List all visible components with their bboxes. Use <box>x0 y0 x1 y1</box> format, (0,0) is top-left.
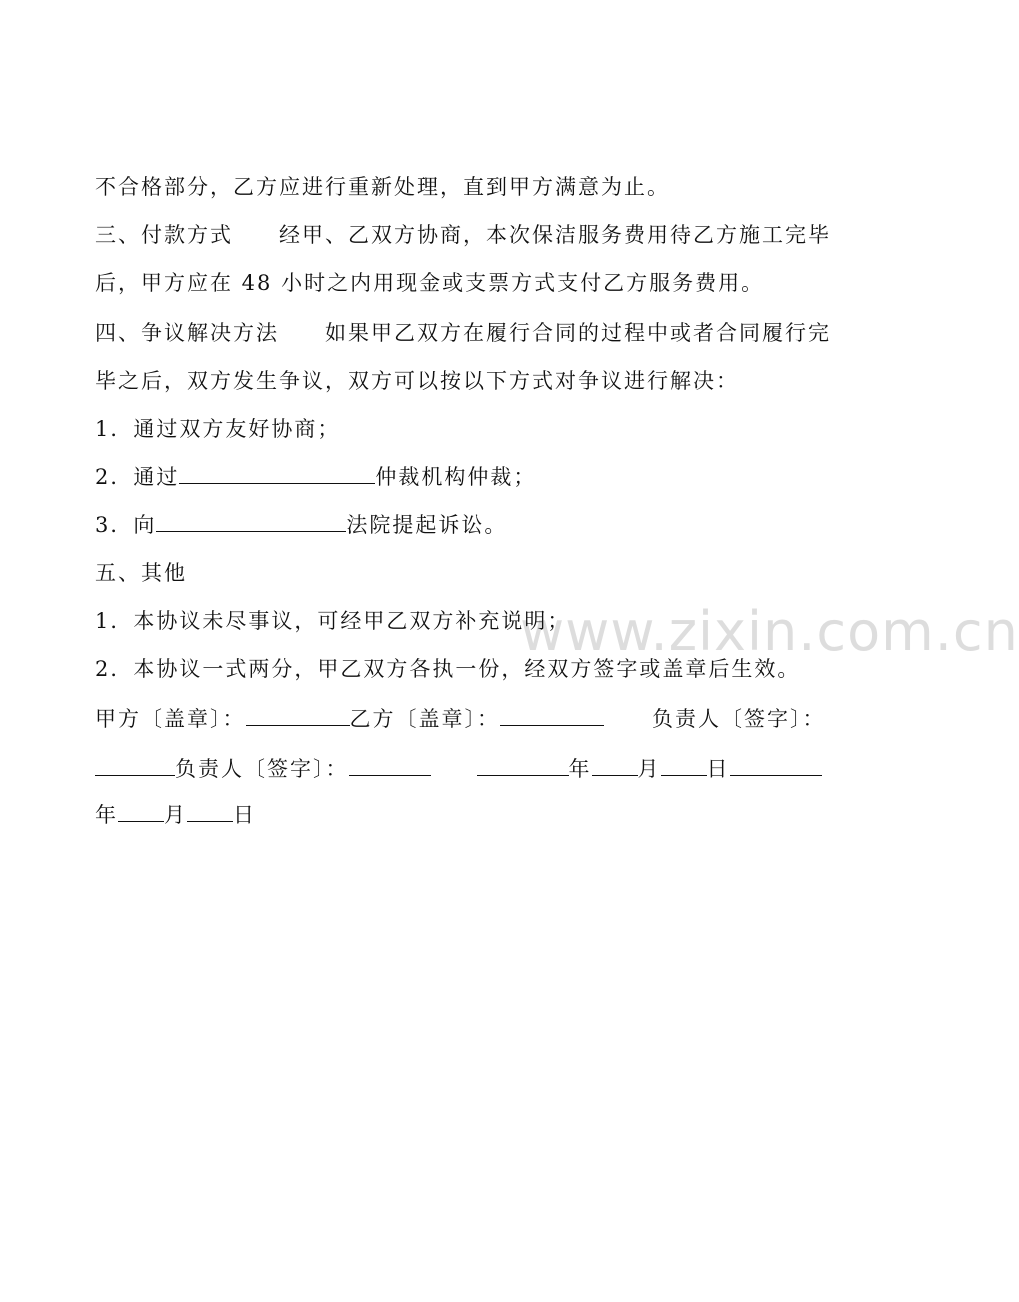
party-a-seal-label: 甲方〔盖章〕： <box>95 707 246 731</box>
party-b-seal-blank[interactable] <box>500 705 604 726</box>
day-blank[interactable] <box>187 801 233 822</box>
signature-row <box>95 704 826 734</box>
list-item <box>95 462 536 492</box>
responsible-b-blank[interactable] <box>349 755 431 776</box>
list-item <box>95 654 800 684</box>
watermark: www.zixin.com.cn <box>520 600 1019 663</box>
text: 2．本协议一式两分，甲乙双方各执一份，经双方签字或盖章后生效。 <box>95 657 801 681</box>
section-dispute <box>95 318 831 348</box>
text: 毕之后，双方发生争议，双方可以按以下方式对争议进行解决： <box>95 369 739 393</box>
responsible-a-blank[interactable] <box>95 755 175 776</box>
list-item <box>95 510 507 540</box>
text: 不合格部分，乙方应进行重新处理，直到甲方满意为止。 <box>95 175 670 199</box>
month-label: 月 <box>637 757 661 781</box>
text: 法院提起诉讼。 <box>346 513 508 537</box>
signature-row <box>95 754 822 784</box>
paragraph-line <box>95 366 739 396</box>
text: 经甲、乙双方协商，本次保洁服务费用待乙方施工完毕 <box>279 223 831 247</box>
list-item <box>95 606 570 636</box>
responsible-sign-label: 负责人〔签字〕： <box>175 757 349 781</box>
paragraph-line <box>95 268 764 298</box>
section-payment <box>95 220 831 250</box>
year-label: 年 <box>95 803 118 827</box>
section-heading: 四、争议解决方法 <box>95 321 279 345</box>
year-blank[interactable] <box>730 755 822 776</box>
day-label: 日 <box>706 757 730 781</box>
day-label: 日 <box>233 803 256 827</box>
year-label: 年 <box>568 757 592 781</box>
paragraph-line <box>95 172 670 202</box>
responsible-sign-label: 负责人〔签字〕： <box>652 707 826 731</box>
party-b-seal-label: 乙方〔盖章〕： <box>349 707 500 731</box>
month-blank[interactable] <box>592 755 638 776</box>
text: 1．通过双方友好协商； <box>95 417 341 441</box>
party-a-seal-blank[interactable] <box>246 705 350 726</box>
text: 后，甲方应在 48 小时之内用现金或支票方式支付乙方服务费用。 <box>95 271 765 295</box>
text: 仲裁机构仲裁； <box>375 465 537 489</box>
court-blank[interactable] <box>156 511 346 532</box>
month-blank[interactable] <box>118 801 164 822</box>
text: 1．本协议未尽事议，可经甲乙双方补充说明； <box>95 609 571 633</box>
text: 如果甲乙双方在履行合同的过程中或者合同履行完 <box>325 321 831 345</box>
text: 五、其他 <box>95 561 187 585</box>
day-blank[interactable] <box>661 755 707 776</box>
section-heading <box>95 558 187 588</box>
arbitration-blank[interactable] <box>179 463 375 484</box>
text: 2．通过 <box>95 465 180 489</box>
list-item <box>95 414 340 444</box>
section-heading: 三、付款方式 <box>95 223 233 247</box>
text: 3．向 <box>95 513 157 537</box>
year-blank[interactable] <box>477 755 569 776</box>
signature-row <box>95 800 256 830</box>
month-label: 月 <box>164 803 187 827</box>
